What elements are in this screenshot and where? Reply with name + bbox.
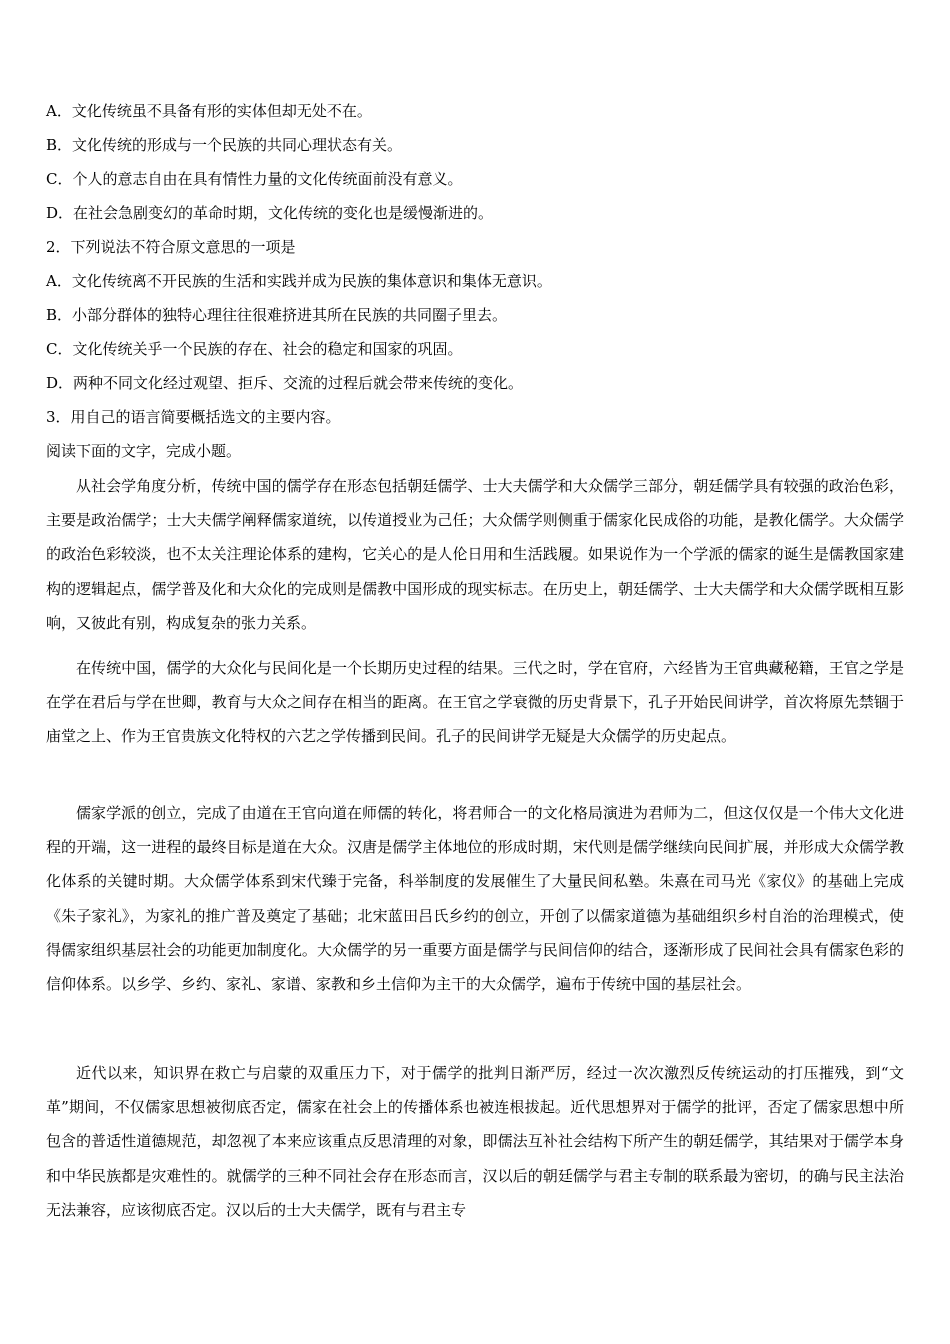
q3-stem: 3．用自己的语言简要概括选文的主要内容。 — [46, 408, 341, 426]
q2-option-d: D．两种不同文化经过观望、拒斥、交流的过程后就会带来传统的变化。 — [46, 374, 524, 392]
q2-option-c: C．文化传统关乎一个民族的存在、社会的稳定和国家的巩固。 — [46, 340, 463, 358]
q2-stem: 2．下列说法不符合原文意思的一项是 — [46, 238, 296, 256]
reading-instruction: 阅读下面的文字，完成小题。 — [46, 442, 242, 460]
q1-option-b: B．文化传统的形成与一个民族的共同心理状态有关。 — [46, 136, 403, 154]
q2-option-b: B．小部分群体的独特心理往往很难挤进其所在民族的共同圈子里去。 — [46, 306, 508, 324]
passage-paragraph-2: 在传统中国，儒学的大众化与民间化是一个长期历史过程的结果。三代之时，学在官府，六经皆为王官典藏秘籍，王官之学是在学在君后与学在世卿，教育与大众之间存在相当的距离。在王官之学衰微的历史背景下，孔子开始民间讲学，首次将原先禁锢于庙堂之上、作为王官贵族文化特权的六艺之学传播到民间。孔子的民间讲学无疑是大众儒学的历史起点。 — [46, 659, 904, 746]
q1-option-c: C．个人的意志自由在具有情性力量的文化传统面前没有意义。 — [46, 170, 463, 188]
passage-paragraph-1: 从社会学角度分析，传统中国的儒学存在形态包括朝廷儒学、士大夫儒学和大众儒学三部分，朝廷儒学具有较强的政治色彩，主要是政治儒学；士大夫儒学阐释儒家道统，以传道授业为己任；大众儒学则侧重于儒家化民成俗的功能，是教化儒学。大众儒学的政治色彩较淡，也不太关注理论体系的建构，它关心的是人伦日用和生活践履。如果说作为一个学派的儒家的诞生是儒教国家建构的逻辑起点，儒学普及化和大众化的完成则是儒教中国形成的现实标志。在历史上，朝廷儒学、士大夫儒学和大众儒学既相互影响，又彼此有别，构成复杂的张力关系。 — [46, 477, 904, 632]
passage-paragraph-3: 儒家学派的创立，完成了由道在王官向道在师儒的转化，将君师合一的文化格局演进为君师为二，但这仅仅是一个伟大文化进程的开端，这一进程的最终目标是道在大众。汉唐是儒学主体地位的形成时期，宋代则是儒学继续向民间扩展，并形成大众儒学教化体系的关键时期。大众儒学体系到宋代臻于完备，科举制度的发展催生了大量民间私塾。朱熹在司马光《家仪》的基础上完成《朱子家礼》，为家礼的推广普及奠定了基础；北宋蓝田吕氏乡约的创立，开创了以儒家道德为基础组织乡村自治的治理模式，使得儒家组织基层社会的功能更加制度化。大众儒学的另一重要方面是儒学与民间信仰的结合，逐渐形成了民间社会具有儒家色彩的信仰体系。以乡学、乡约、家礼、家谱、家教和乡土信仰为主干的大众儒学，遍布于传统中国的基层社会。 — [46, 804, 904, 994]
q1-option-d: D．在社会急剧变幻的革命时期，文化传统的变化也是缓慢渐进的。 — [46, 204, 494, 222]
passage-paragraph-4: 近代以来，知识界在救亡与启蒙的双重压力下，对于儒学的批判日渐严厉，经过一次次激烈反传统运动的打压摧残，到“文革”期间，不仅儒家思想被彻底否定，儒家在社会上的传播体系也被连根拔起。近代思想界对于儒学的批评，否定了儒家思想中所包含的普适性道德规范，却忽视了本来应该重点反思清理的对象，即儒法互补社会结构下所产生的朝廷儒学，其结果对于儒学本身和中华民族都是灾难性的。就儒学的三种不同社会存在形态而言，汉以后的朝廷儒学与君主专制的联系最为密切，的确与民主法治无法兼容，应该彻底否定。汉以后的士大夫儒学，既有与君主专 — [46, 1064, 904, 1219]
q1-option-a: A．文化传统虽不具备有形的实体但却无处不在。 — [46, 102, 372, 120]
q2-option-a: A．文化传统离不开民族的生活和实践并成为民族的集体意识和集体无意识。 — [46, 272, 552, 290]
